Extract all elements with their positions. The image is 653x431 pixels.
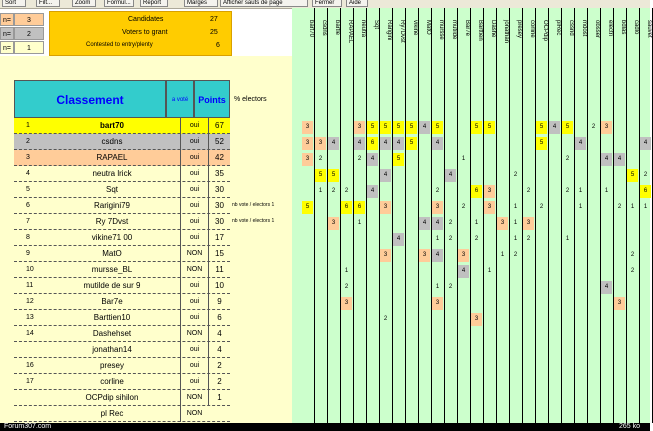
vote-cell: 2: [461, 204, 466, 210]
points-cell: 2: [208, 358, 230, 374]
row-note: nb vote / electors 1: [232, 218, 275, 224]
candidate-name: Barttien10: [93, 313, 131, 322]
vote-cell: 3: [354, 121, 365, 134]
voter-column-header: obsser: [594, 20, 600, 39]
table-row: [14, 294, 230, 310]
voted-cell: NON: [180, 262, 208, 278]
points-cell: 30: [208, 214, 230, 230]
voter-column-header: electri: [607, 20, 613, 37]
sort-button[interactable]: Sort: [2, 0, 26, 7]
rank: 11: [26, 282, 34, 289]
zoom-button[interactable]: Zoom: [72, 0, 96, 7]
vote-cell: 1: [500, 252, 505, 258]
rank: 9: [26, 250, 30, 257]
vote-cell: 5: [627, 169, 638, 182]
voter-column-header: corline: [529, 20, 535, 38]
classement-header: Classement: [14, 80, 166, 118]
vote-cell: 3: [380, 249, 391, 262]
filter-button[interactable]: Filt...: [36, 0, 60, 7]
table-row: [14, 358, 230, 374]
voted-cell: oui: [180, 374, 208, 390]
table-row: [14, 390, 230, 406]
rank: 3: [26, 154, 30, 161]
vote-cell: 4: [549, 121, 560, 134]
candidate-name: Sqt: [105, 185, 118, 194]
vote-cell: 2: [357, 156, 362, 162]
key-value: 2: [14, 27, 44, 40]
vote-cell: 2: [539, 204, 544, 210]
candidates-label: Candidates: [128, 16, 164, 23]
candidate-name: mursse_BL: [91, 265, 133, 274]
vote-cell: 4: [445, 169, 456, 182]
rank: 14: [26, 330, 34, 337]
vote-cell: 3: [432, 297, 443, 310]
candidate-name: MatO: [102, 249, 122, 258]
voted-cell: oui: [180, 182, 208, 198]
vote-cell: 4: [367, 185, 378, 198]
voter-column-header: Ry7Dvst: [399, 20, 405, 43]
formula-button[interactable]: Formul...: [104, 0, 134, 7]
rank: 5: [26, 186, 30, 193]
vote-cell: 4: [432, 249, 443, 262]
voted-cell: NON: [180, 326, 208, 342]
voter-column-header: bartle: [334, 20, 340, 36]
vote-cell: 6: [640, 185, 651, 198]
row-note: nb vote / electors 1: [232, 202, 275, 208]
vote-cell: 5: [484, 121, 495, 134]
vote-cell: 3: [302, 121, 313, 134]
points-cell: 17: [208, 230, 230, 246]
rank: 7: [26, 218, 30, 225]
vote-cell: 4: [328, 137, 339, 150]
rank: 17: [26, 378, 34, 385]
report-button[interactable]: Report: [140, 0, 168, 7]
vote-cell: 1: [578, 188, 583, 194]
voted-cell: oui: [180, 278, 208, 294]
voter-column-header: mutilde: [451, 20, 457, 40]
voter-column-header: neutra: [360, 20, 366, 38]
vote-cell: 5: [302, 201, 313, 214]
vote-cell: 2: [591, 124, 596, 130]
candidate-name: presey: [99, 361, 124, 370]
vote-cell: 5: [380, 121, 391, 134]
vote-cell: 1: [513, 204, 518, 210]
vote-cell: 2: [383, 316, 388, 322]
vote-cell: 4: [354, 137, 365, 150]
points-cell: 1: [208, 390, 230, 406]
vote-cell: 5: [367, 121, 378, 134]
vote-cell: 5: [315, 169, 326, 182]
table-row: [14, 310, 230, 326]
vote-cell: 4: [432, 217, 443, 230]
points-cell: 11: [208, 262, 230, 278]
table-row: [14, 150, 230, 166]
voters-value: 25: [210, 29, 218, 36]
vote-cell: 6: [354, 201, 365, 214]
rank: 10: [26, 266, 34, 273]
voter-column-header: OCPdip: [542, 20, 548, 42]
key-label: n=: [0, 41, 14, 54]
vote-cell: 4: [393, 233, 404, 246]
candidate-name: vikine71 00: [91, 233, 133, 242]
vote-cell: 2: [435, 188, 440, 194]
vote-cell: 3: [302, 137, 313, 150]
vote-cell: 1: [318, 188, 323, 194]
contested-label: Contested to entry/plenty: [86, 42, 153, 48]
voted-cell: oui: [180, 230, 208, 246]
vote-cell: 4: [432, 137, 443, 150]
vote-cell: 5: [406, 137, 417, 150]
vote-cell: 2: [448, 284, 453, 290]
vote-cell: 4: [419, 217, 430, 230]
vote-cell: 2: [513, 172, 518, 178]
voted-cell: oui: [180, 134, 208, 150]
rank: 2: [26, 138, 30, 145]
vote-cell: 4: [393, 137, 404, 150]
candidate-name: neutra lrick: [92, 169, 132, 178]
table-row: [14, 278, 230, 294]
vote-cell: 4: [458, 265, 469, 278]
vote-cell: 2: [331, 188, 336, 194]
candidates-value: 27: [210, 16, 218, 23]
vote-cell: 3: [523, 217, 534, 230]
vote-cell: 4: [601, 153, 612, 166]
voter-column-header: mursse: [438, 20, 444, 40]
points-cell: 42: [208, 150, 230, 166]
voter-column-header: cadlo: [633, 20, 639, 35]
points-cell: 30: [208, 198, 230, 214]
help-button[interactable]: Aide: [346, 0, 368, 7]
points-cell: 30: [208, 182, 230, 198]
vote-cell: 3: [497, 217, 508, 230]
close-button[interactable]: Fermer: [312, 0, 342, 7]
vote-cell: 3: [484, 201, 495, 214]
key-label: n=: [0, 27, 14, 40]
points-cell: 10: [208, 278, 230, 294]
key-value: 1: [14, 41, 44, 54]
voted-cell: oui: [180, 310, 208, 326]
status-left: Forum307.com: [4, 423, 52, 430]
vote-cell: 1: [643, 204, 648, 210]
voted-cell: oui: [180, 342, 208, 358]
voted-cell: oui: [180, 166, 208, 182]
vote-cell: 3: [432, 201, 443, 214]
electors-note: % electors: [234, 96, 267, 103]
vote-cell: 5: [328, 169, 339, 182]
voted-cell: oui: [180, 358, 208, 374]
voter-column-header: presey: [516, 20, 522, 39]
rank: 8: [26, 234, 30, 241]
vote-cell: 3: [302, 153, 313, 166]
table-row: [14, 406, 230, 422]
vote-cell: 5: [393, 121, 404, 134]
vote-cell: 4: [367, 153, 378, 166]
vote-cell: 2: [643, 172, 648, 178]
vote-cell: 1: [513, 236, 518, 242]
vote-cell: 4: [419, 121, 430, 134]
vote-cell: 1: [435, 284, 440, 290]
page-breaks-button[interactable]: Afficher sauts de page: [220, 0, 308, 7]
candidate-name: RAPAEL: [96, 153, 128, 162]
vote-cell: 5: [536, 137, 547, 150]
vote-cell: 2: [448, 220, 453, 226]
rank: 6: [26, 202, 30, 209]
voted-cell: NON: [180, 406, 208, 422]
voter-column-header: vikine: [412, 20, 418, 36]
table-row: [14, 134, 230, 150]
points-cell: 9: [208, 294, 230, 310]
vote-cell: 4: [614, 153, 625, 166]
vote-cell: 3: [380, 201, 391, 214]
vote-cell: 1: [344, 268, 349, 274]
vote-cell: 4: [640, 137, 651, 150]
candidate-name: jonathan14: [92, 345, 132, 354]
points-cell: 67: [208, 118, 230, 134]
table-row: [14, 230, 230, 246]
vote-cell: 3: [341, 297, 352, 310]
vote-cell: 2: [448, 236, 453, 242]
candidate-name: Bar7e: [101, 297, 123, 306]
rank: 4: [26, 170, 30, 177]
points-header: Points: [194, 80, 230, 118]
table-row: [14, 342, 230, 358]
vote-cell: 5: [406, 121, 417, 134]
candidate-name: mutilde de sur 9: [83, 281, 141, 290]
rank: 16: [26, 362, 34, 369]
voter-column-header: Barttien: [477, 20, 483, 41]
vote-cell: 5: [432, 121, 443, 134]
table-row: [14, 166, 230, 182]
vote-cell: 2: [318, 156, 323, 162]
vote-cell: 2: [617, 204, 622, 210]
voted-cell: NON: [180, 246, 208, 262]
voted-cell: oui: [180, 214, 208, 230]
table-row: [14, 182, 230, 198]
vote-cell: 1: [474, 220, 479, 226]
status-right: 265 ko: [618, 423, 640, 430]
candidate-name: Dashehset: [92, 329, 132, 338]
vote-cell: 3: [328, 217, 339, 230]
vote-cell: 2: [630, 268, 635, 274]
vote-cell: 1: [435, 236, 440, 242]
candidate-name: Ry 7Dvst: [95, 217, 129, 226]
vote-cell: 1: [604, 188, 609, 194]
points-cell: 4: [208, 326, 230, 342]
points-cell: 35: [208, 166, 230, 182]
candidate-name: pl Rec: [100, 409, 124, 418]
vote-cell: 1: [357, 220, 362, 226]
summary-box: [49, 11, 232, 56]
key-value: 3: [14, 13, 44, 26]
key-label: n=: [0, 13, 14, 26]
vote-cell: 2: [630, 252, 635, 258]
candidate-name: bart70: [99, 121, 124, 130]
vote-cell: 4: [575, 137, 586, 150]
points-cell: 52: [208, 134, 230, 150]
vote-cell: 3: [419, 249, 430, 262]
vote-cell: 3: [614, 297, 625, 310]
voted-cell: oui: [180, 198, 208, 214]
margins-button[interactable]: Marges: [184, 0, 218, 7]
candidate-name: OCPdip sihilon: [85, 393, 139, 402]
vote-cell: 1: [630, 204, 635, 210]
vote-cell: 1: [513, 220, 518, 226]
points-cell: 2: [208, 374, 230, 390]
vote-cell: 5: [536, 121, 547, 134]
voted-cell: oui: [180, 150, 208, 166]
vote-cell: 3: [601, 121, 612, 134]
voter-column-header: jonathan: [503, 20, 509, 44]
vote-cell: 5: [471, 121, 482, 134]
voted-cell: NON: [180, 390, 208, 406]
candidate-name: Rarigini79: [93, 201, 131, 210]
voter-column-header: mdost: [581, 20, 587, 37]
table-row: [14, 246, 230, 262]
vote-cell: 2: [344, 188, 349, 194]
table-row: [14, 374, 230, 390]
table-row: [14, 198, 230, 214]
vote-cell: 2: [565, 188, 570, 194]
contested-value: 6: [216, 42, 220, 49]
vote-cell: 1: [578, 204, 583, 210]
voter-column-header: MatO: [425, 20, 431, 35]
table-row: [14, 326, 230, 342]
vote-cell: 2: [344, 284, 349, 290]
vote-cell: 5: [393, 153, 404, 166]
candidate-name: csdns: [101, 137, 123, 146]
vote-cell: 6: [367, 137, 378, 150]
voters-label: Voters to grant: [122, 29, 168, 36]
rank: 13: [26, 314, 34, 321]
vote-cell: 4: [380, 169, 391, 182]
vote-cell: 3: [315, 137, 326, 150]
voted-cell: oui: [180, 118, 208, 134]
vote-cell: 4: [380, 137, 391, 150]
candidate-name: corline: [100, 377, 124, 386]
rank: 12: [26, 298, 34, 305]
vote-cell: 3: [471, 313, 482, 326]
vote-cell: 2: [513, 252, 518, 258]
voter-column-header: plRec: [555, 20, 561, 36]
rank: 1: [26, 122, 30, 129]
table-row: [14, 262, 230, 278]
voter-column-header: Sqt: [373, 20, 379, 30]
voter-column-header: sauvet: [646, 20, 652, 38]
vote-cell: 2: [474, 236, 479, 242]
voter-column-header: cssnd: [568, 20, 574, 36]
vote-cell: 3: [458, 249, 469, 262]
voter-column-header: bart70: [308, 20, 314, 38]
vote-cell: 3: [484, 185, 495, 198]
status-bar: [0, 423, 650, 431]
vote-cell: 1: [565, 236, 570, 242]
points-cell: 6: [208, 310, 230, 326]
vote-cell: 2: [526, 188, 531, 194]
vote-cell: 6: [471, 185, 482, 198]
vote-cell: 1: [487, 268, 492, 274]
voter-column-header: Bar7e: [464, 20, 470, 37]
table-row: [14, 214, 230, 230]
voter-column-header: Rarigini: [386, 20, 392, 41]
voted-header: a voté: [166, 80, 194, 118]
vote-cell: 4: [601, 281, 612, 294]
voter-column-header: csdns: [321, 20, 327, 36]
points-cell: 4: [208, 342, 230, 358]
voter-column-header: RAPAEL: [347, 20, 353, 44]
table-row: [14, 118, 230, 134]
points-cell: 15: [208, 246, 230, 262]
voter-column-header: Dashe: [490, 20, 496, 38]
vote-cell: 2: [526, 236, 531, 242]
voted-cell: oui: [180, 294, 208, 310]
vote-cell: 1: [461, 156, 466, 162]
vote-cell: 2: [565, 156, 570, 162]
voter-column-header: bdlas: [620, 20, 626, 35]
vote-cell: 6: [341, 201, 352, 214]
vote-cell: 5: [562, 121, 573, 134]
